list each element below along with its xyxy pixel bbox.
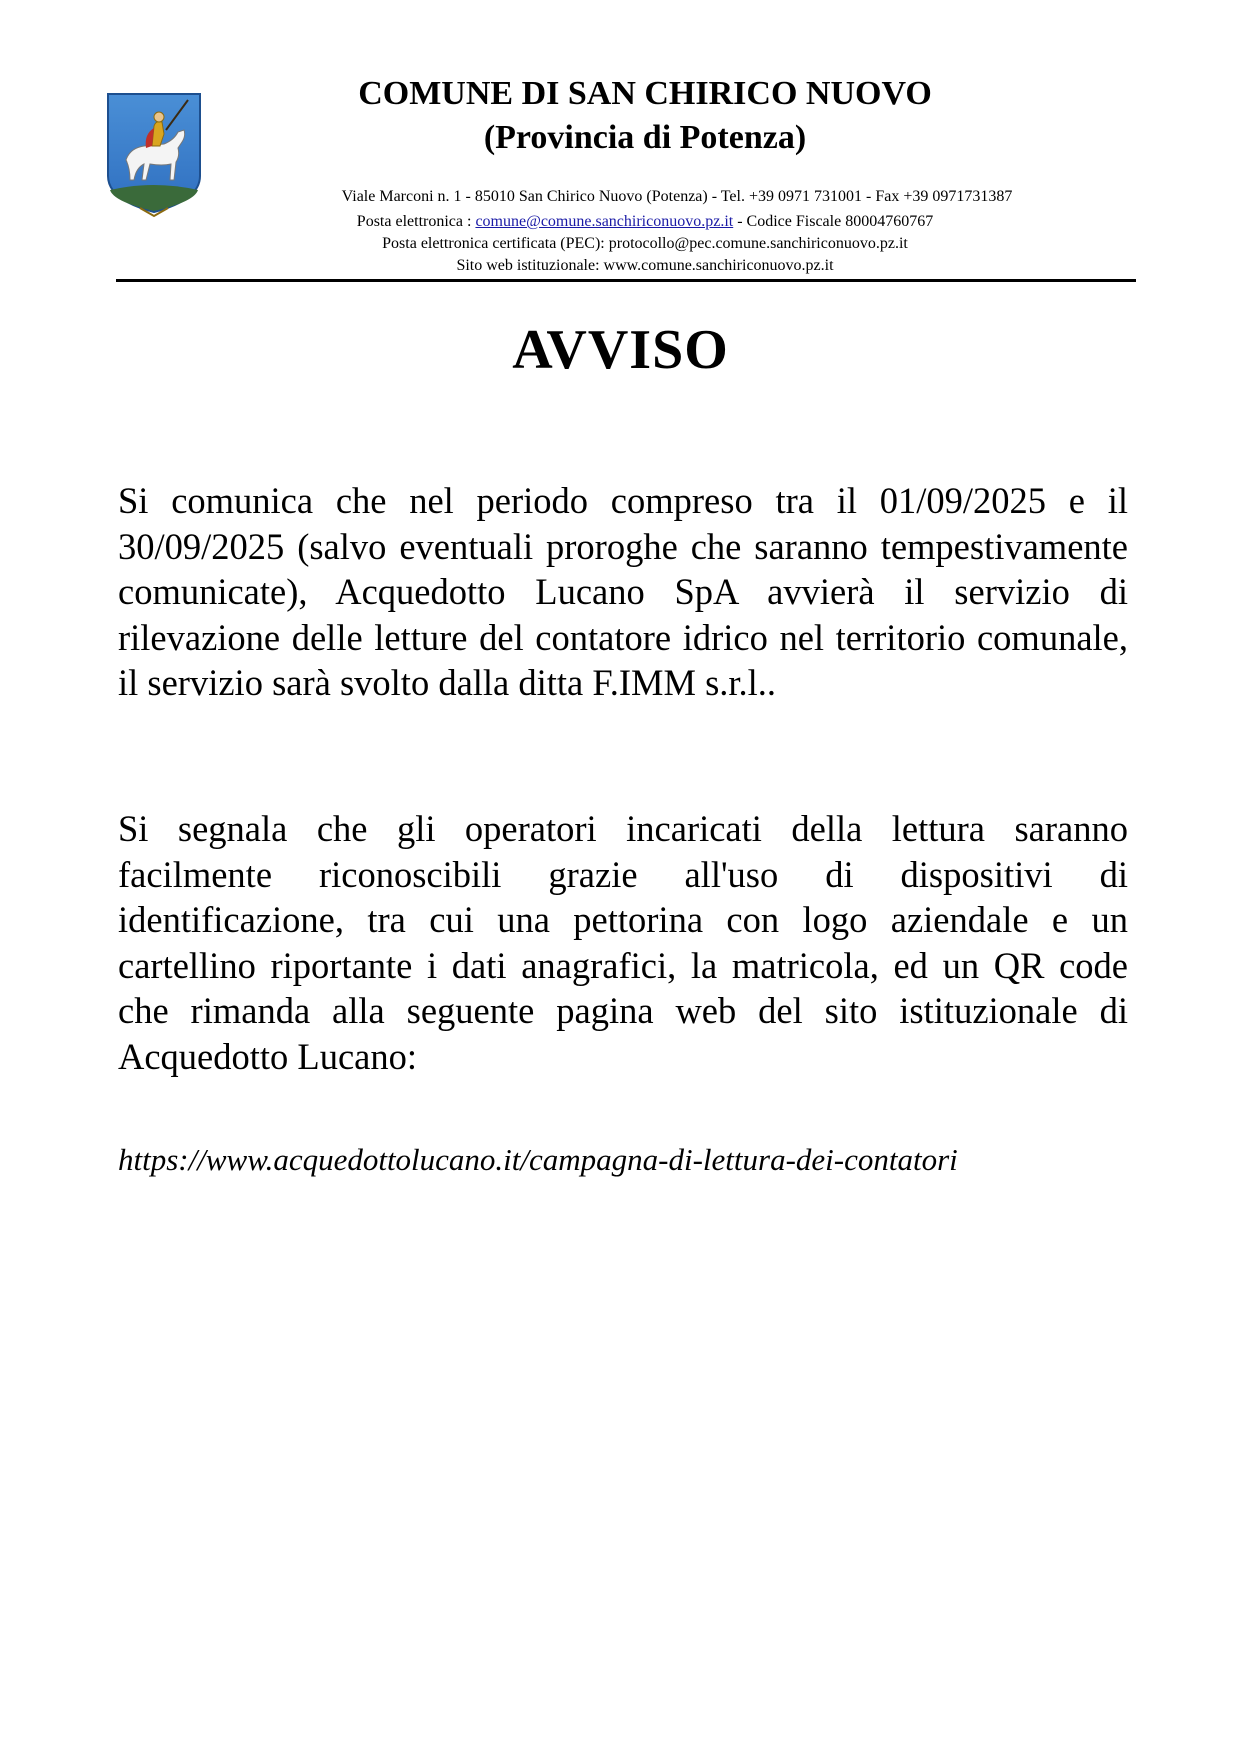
email-line [230, 212, 1060, 232]
notice-paragraph-1: Si comunica che nel periodo compreso tra il 01/09/2025 e il 30/09/2025 (salvo eventuali proroghe che saranno tempestivamente comunicate), Acquedotto Lucano SpA avvierà il servizio di rilevazione delle letture del contatore idrico nel territorio comunale, il servizio sarà svolto dalla ditta F.IMM s.r.l.. [118, 480, 1128, 703]
website-line: Sito web istituzionale: www.comune.sanchiriconuovo.pz.it [456, 257, 834, 274]
notice-paragraph-2: Si segnala che gli operatori incaricati della lettura saranno facilmente riconoscibili grazie all'uso di dispositivi di identificazione, tra cui una pettorina con logo aziendale e un cartellino riportante i dati anagrafici, la matricola, ed un QR code che rimanda alla seguente pagina web del sito istituzionale di Acquedotto Lucano: [118, 808, 1128, 1077]
pec-line: Posta elettronica certificata (PEC): protocollo@pec.comune.sanchiriconuovo.pz.it [382, 235, 908, 252]
tax-code: - Codice Fiscale 80004760767 [733, 213, 934, 230]
address-line: Viale Marconi n. 1 - 85010 San Chirico Nuovo (Potenza) - Tel. +39 0971 731001 - Fax +39 0971731387 [341, 188, 1013, 205]
header-divider [116, 279, 1136, 282]
municipality-name: COMUNE DI SAN CHIRICO NUOVO [358, 75, 932, 112]
campaign-url: https://www.acquedottolucano.it/campagna-di-lettura-dei-contatori [118, 1142, 958, 1177]
email-label: Posta elettronica : [356, 213, 476, 230]
notice-title: AVVISO [512, 319, 729, 381]
municipal-crest-icon [104, 90, 204, 218]
email-link[interactable]: comune@comune.sanchiriconuovo.pz.it [475, 213, 734, 230]
province-name: (Provincia di Potenza) [483, 119, 807, 156]
